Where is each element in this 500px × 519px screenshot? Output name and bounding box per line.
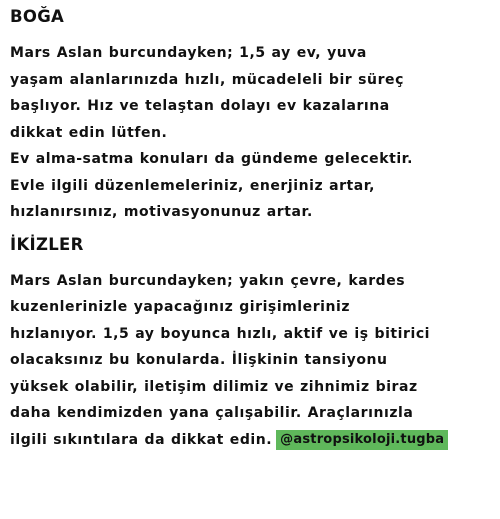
text-line: başlıyor. Hız ve telaştan dolayı ev kazalarına xyxy=(10,98,390,114)
text-line: olacaksınız bu konularda. İlişkinin tansiyonu xyxy=(10,352,388,368)
section-paragraph xyxy=(10,268,490,454)
text-line: hızlanırsınız, motivasyonunuz artar. xyxy=(10,204,313,220)
text-line: Mars Aslan burcundayken; yakın çevre, kardes xyxy=(10,272,406,289)
text-line: kuzenlerinizle yapacağınız girişimleriniz xyxy=(10,299,351,315)
text-line: daha kendimizden yana çalışabilir. Araçlarınızla xyxy=(10,405,414,421)
text-line: Ev alma-satma konuları da gündeme gelecektir. xyxy=(10,151,414,167)
section-paragraph xyxy=(10,40,490,226)
text-line: dikkat edin lütfen. xyxy=(10,124,168,141)
section-title: İKİZLER xyxy=(10,234,84,254)
text-line: Evle ilgili düzenlemeleriniz, enerjiniz artar, xyxy=(10,177,376,194)
section-ikizler xyxy=(10,234,490,454)
text-line-content: ilgili sıkıntılara da dikkat edin. xyxy=(10,431,273,448)
watermark-badge: @astropsikoloji.tugba xyxy=(276,430,448,450)
section-title: BOĞA xyxy=(10,7,65,26)
section-boga xyxy=(10,6,490,226)
text-line: Mars Aslan burcundayken; 1,5 ay ev, yuva xyxy=(10,45,367,61)
text-line-last xyxy=(10,427,490,454)
text-line: yaşam alanlarınızda hızlı, mücadeleli bir süreç xyxy=(10,71,404,88)
section-divider-space xyxy=(10,226,490,234)
text-line: yüksek olabilir, iletişim dilimiz ve zihnimiz biraz xyxy=(10,378,418,395)
text-line: hızlanıyor. 1,5 ay boyunca hızlı, aktif ve iş bitirici xyxy=(10,325,431,342)
